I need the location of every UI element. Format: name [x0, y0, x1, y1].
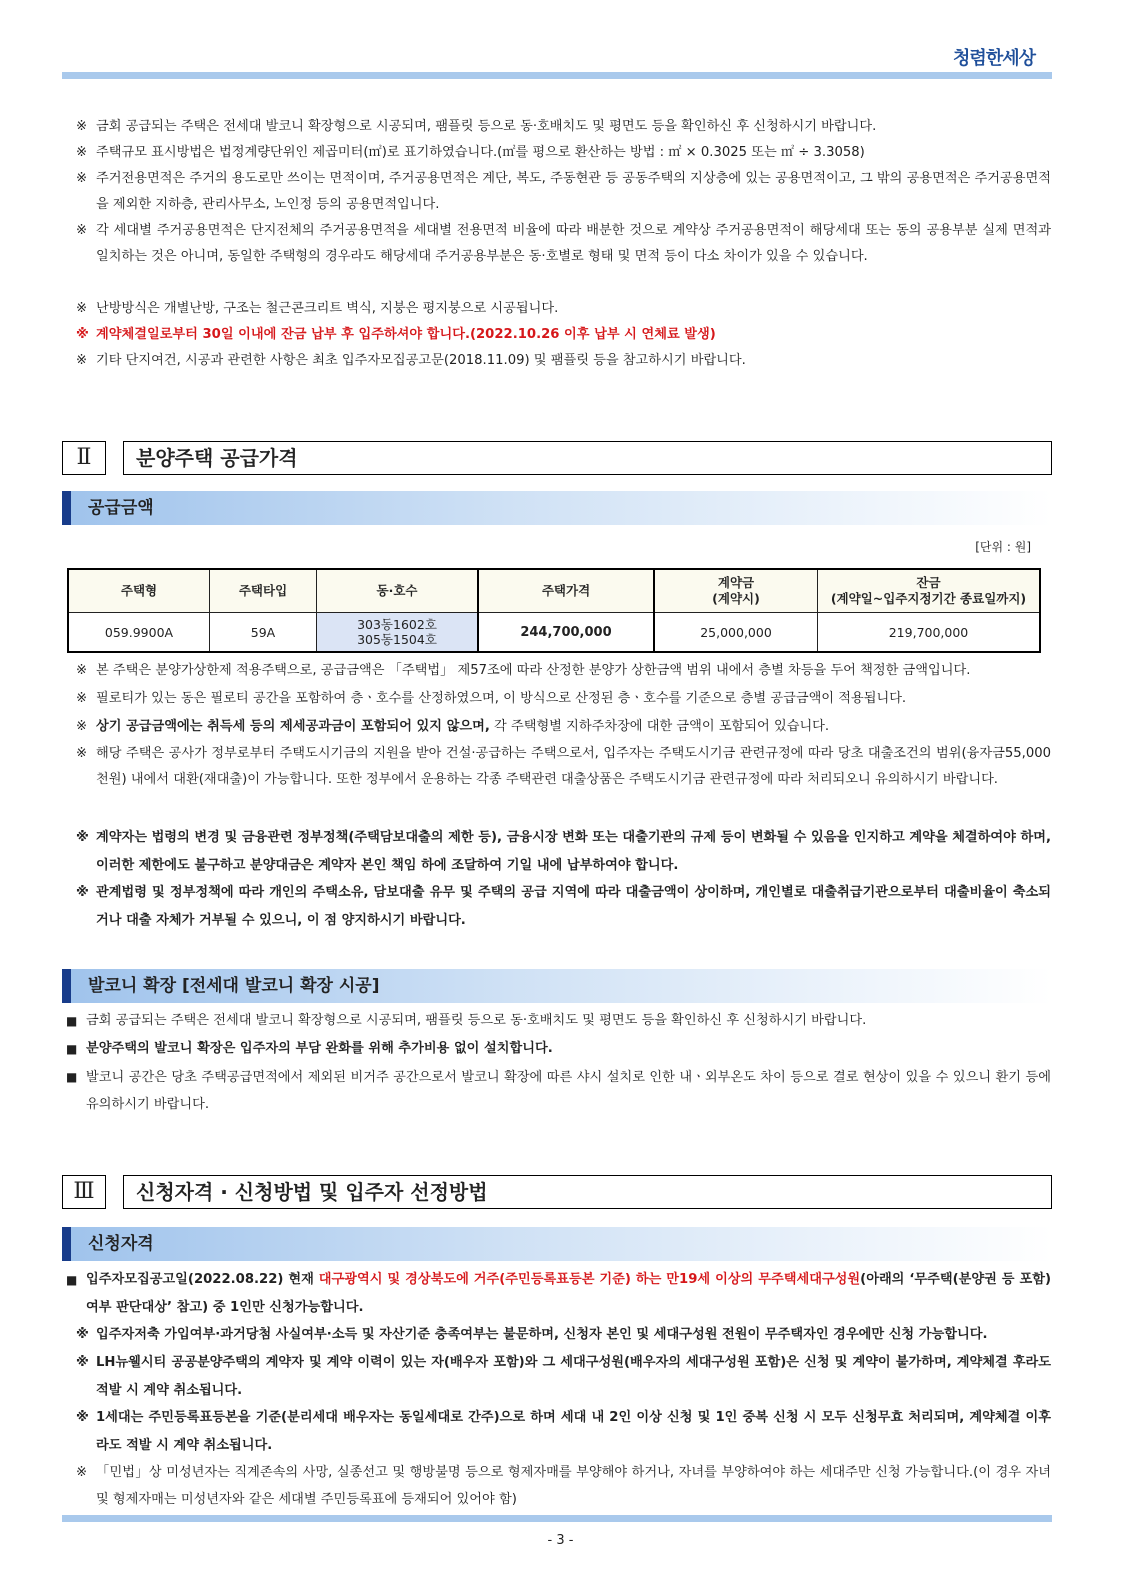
- top-divider: [62, 72, 1052, 79]
- table-header-row: [68, 569, 1040, 613]
- section-number: Ⅱ: [62, 441, 106, 475]
- cell-housing-type: 59A: [210, 613, 317, 653]
- section-header: [62, 441, 1052, 475]
- note-item: ※ 필로티가 있는 동은 필로티 공간을 포함하여 층ㆍ호수를 산정하였으며, 이 방식으로 산정된 층ㆍ호수를 기준으로 층별 공급금액이 적용됩니다.: [76, 691, 907, 706]
- subsection-marker: [62, 491, 71, 525]
- price-table: [67, 568, 1041, 653]
- cell-unit: 303동1602호 305동1504호: [317, 613, 479, 653]
- note-item-warning: ※ 계약체결일로부터 30일 이내에 잔금 납부 후 입주하셔야 합니다.(2022.10.26 이후 납부 시 연체료 발생): [76, 327, 716, 342]
- cell-deposit: 25,000,000: [654, 613, 818, 653]
- page-number: - 3 -: [547, 1533, 574, 1548]
- note-item: ※ 주택규모 표시방법은 법정계량단위인 제곱미터(㎡)로 표기하였습니다.(㎡를 평으로 환산하는 방법 : ㎡ × 0.3025 또는 ㎡ ÷ 3.3058): [76, 145, 865, 160]
- bottom-divider: [62, 1515, 1052, 1522]
- cell-price: 244,700,000: [478, 613, 654, 653]
- subsection-title: 발코니 확장 [전세대 발코니 확장 시공]: [88, 976, 380, 996]
- note-item-bold: ※ 관계법령 및 정부정책에 따라 개인의 주택소유, 담보대출 유무 및 주택의 공급 지역에 따라 대출금액이 상이하며, 개인별로 대출취급기관으로부터 대출비율이 축소되거나 대출 자체가 거부될 수 있으니, 이 점 양지하시기 바랍니다.: [76, 885, 1051, 928]
- note-item: ※ 「민법」상 미성년자는 직계존속의 사망, 실종선고 및 행방불명 등으로 형제자매를 부양해야 하거나, 자녀를 부양하여야 하는 세대주만 신청 가능합니다.(이 경우 자녀 및 형제자매는 미성년자와 같은 세대별 주민등록표에 등재되어 있어야 함): [76, 1465, 1051, 1507]
- table-row: [68, 613, 1040, 653]
- subsection-marker: [62, 1227, 71, 1261]
- list-item: ■ 금회 공급되는 주택은 전세대 발코니 확장형으로 시공되며, 팸플릿 등으로 동·호배치도 및 평면도 등을 확인하신 후 신청하시기 바랍니다.: [66, 1013, 867, 1028]
- col-header: 동·호수: [317, 569, 479, 613]
- subsection-header: [62, 969, 1052, 1003]
- note-item: ※ 기타 단지여건, 시공과 관련한 사항은 최초 입주자모집공고문(2018.11.09) 및 팸플릿 등을 참고하시기 바랍니다.: [76, 353, 746, 368]
- note-item: ※ 난방방식은 개별난방, 구조는 철근콘크리트 벽식, 지붕은 평지붕으로 시공됩니다.: [76, 301, 559, 316]
- note-item: ※ 각 세대별 주거공용면적은 단지전체의 주거공용면적을 세대별 전용면적 비율에 따라 배분한 것으로 계약상 주거공용면적이 해당세대 또는 동의 공용부분 실제 면적과 일치하는 것은 아니며, 동일한 주택형의 경우라도 해당세대 주거공용부분은 동·호별로 형태 및 면적 등이 다소 차이가 있을 수 있습니다.: [76, 223, 1051, 264]
- note-item: ※ 금회 공급되는 주택은 전세대 발코니 확장형으로 시공되며, 팸플릿 등으로 동·호배치도 및 평면도 등을 확인하신 후 신청하시기 바랍니다.: [76, 119, 877, 134]
- list-item: ■ 입주자모집공고일(2022.08.22) 현재 대구광역시 및 경상북도에 거주(주민등록표등본 기준) 하는 만19세 이상의 무주택세대구성원(아래의 ‘무주택(분양권 등 포함)여부 판단대상’ 참고) 중 1인만 신청가능합니다.: [66, 1272, 1051, 1315]
- logo: 청렴한세상: [953, 48, 1035, 69]
- col-header: 계약금 (계약시): [654, 569, 818, 613]
- section-title: 분양주택 공급가격: [123, 441, 1052, 475]
- col-header: 주택가격: [478, 569, 654, 613]
- col-header: 주택타입: [210, 569, 317, 613]
- subsection-header: [62, 1227, 1052, 1261]
- section-header: [62, 1175, 1052, 1209]
- cell-type: 059.9900A: [68, 613, 210, 653]
- note-item-bold: ※ 1세대는 주민등록표등본을 기준(분리세대 배우자는 동일세대로 간주)으로 하며 세대 내 2인 이상 신청 및 1인 중복 신청 시 모두 신청무효 처리되며, 계약체결 이후라도 적발 시 계약 취소됩니다.: [76, 1410, 1051, 1453]
- note-item: ※ 해당 주택은 공사가 정부로부터 주택도시기금의 지원을 받아 건설·공급하는 주택으로서, 입주자는 주택도시기금 관련규정에 따라 당초 대출조건의 범위(융자금55,000천원) 내에서 대환(재대출)이 가능합니다. 또한 정부에서 운용하는 각종 주택관련 대출상품은 주택도시기금 관련규정에 따라 처리되오니 유의하시기 바랍니다.: [76, 746, 1051, 787]
- list-item: ■ 분양주택의 발코니 확장은 입주자의 부담 완화를 위해 추가비용 없이 설치합니다.: [66, 1041, 553, 1056]
- note-item-bold: ※ LH뉴웰시티 공공분양주택의 계약자 및 계약 이력이 있는 자(배우자 포함)와 그 세대구성원(배우자의 세대구성원 포함)은 신청 및 계약이 불가하며, 계약체결 후라도 적발 시 계약 취소됩니다.: [76, 1355, 1051, 1398]
- note-item: ※ 상기 공급금액에는 취득세 등의 제세공과금이 포함되어 있지 않으며, 각 주택형별 지하주차장에 대한 금액이 포함되어 있습니다.: [76, 719, 830, 734]
- section-number: Ⅲ: [62, 1175, 106, 1209]
- cell-balance: 219,700,000: [818, 613, 1041, 653]
- note-item-bold: ※ 계약자는 법령의 변경 및 금융관련 정부정책(주택담보대출의 제한 등), 금융시장 변화 또는 대출기관의 규제 등이 변화될 수 있음을 인지하고 계약을 체결하여야 하며, 이러한 제한에도 불구하고 분양대금은 계약자 본인 책임 하에 조달하여 기일 내에 납부하여야 합니다.: [76, 830, 1051, 873]
- note-item-bold: ※ 입주자저축 가입여부·과거당첨 사실여부·소득 및 자산기준 충족여부는 불문하며, 신청자 본인 및 세대구성원 전원이 무주택자인 경우에만 신청 가능합니다.: [76, 1327, 988, 1342]
- subsection-header: [62, 491, 1052, 525]
- unit-label: [단위 : 원]: [975, 540, 1031, 554]
- subsection-title: 공급금액: [88, 498, 154, 518]
- col-header: 주택형: [68, 569, 210, 613]
- subsection-marker: [62, 969, 71, 1003]
- note-item: ※ 주거전용면적은 주거의 용도로만 쓰이는 면적이며, 주거공용면적은 계단, 복도, 주동현관 등 공동주택의 지상층에 있는 공용면적이고, 그 밖의 공용면적은 주거공용면적을 제외한 지하층, 관리사무소, 노인정 등의 공용면적입니다.: [76, 171, 1051, 212]
- section-title: 신청자격 · 신청방법 및 입주자 선정방법: [123, 1175, 1052, 1209]
- note-item: ※ 본 주택은 분양가상한제 적용주택으로, 공급금액은 「주택법」 제57조에 따라 산정한 분양가 상한금액 범위 내에서 층별 차등을 두어 책정한 금액입니다.: [76, 663, 971, 678]
- subsection-title: 신청자격: [88, 1234, 154, 1254]
- list-item: ■ 발코니 공간은 당초 주택공급면적에서 제외된 비거주 공간으로서 발코니 확장에 따른 샤시 설치로 인한 내ㆍ외부온도 차이 등으로 결로 현상이 있을 수 있으니 환기 등에 유의하시기 바랍니다.: [66, 1070, 1051, 1112]
- col-header: 잔금 (계약일~입주지정기간 종료일까지): [818, 569, 1041, 613]
